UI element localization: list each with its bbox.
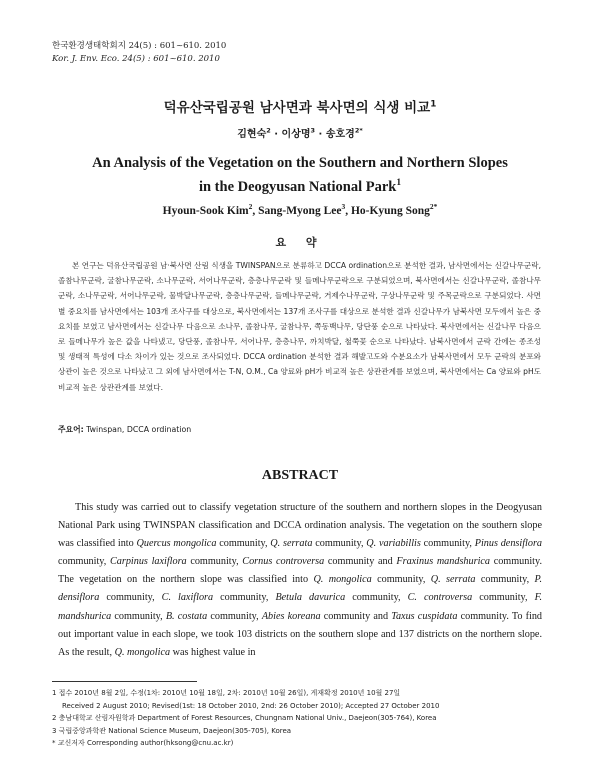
footnotes	[52, 687, 439, 750]
abstract-text: community,	[207, 610, 262, 622]
species-name: Fraxinus mandshurica	[396, 556, 491, 568]
footnote: * 교신저자 Corresponding author(hksong@cnu.ac.kr)	[52, 739, 234, 748]
footnote-divider	[52, 681, 197, 682]
species-name: Quercus mongolica	[136, 538, 217, 550]
english-author: Hyoun-Sook Kim	[162, 205, 249, 217]
keywords	[58, 424, 191, 435]
abstract-text: community,	[475, 574, 535, 586]
species-name: Carpinus laxiflora	[109, 556, 187, 568]
author-affiliation-mark: 2*	[429, 202, 438, 212]
korean-title-text: 덕유산국립공원 남사면과 북사면의 식생 비교	[163, 100, 431, 116]
korean-abstract-heading: 요 약	[275, 236, 325, 249]
korean-abstract: 본 연구는 덕유산국립공원 남·북사면 산림 식생을 TWINSPAN으로 분류하고 DCCA ordination으로 분석한 결과, 남사면에서는 신갈나무군락, 졸참나무군락, 굴참나무군락, 소나무군락, 서어나무군락, 층층나무군락 및 들메나무군락으로 구분되었으며, 북사면에서는 신갈나무군락, 졸참나무군락, 소나무군락, 서어나무군락, 물박달나무군락, 층층나무군락, 들메나무군락, 거제수나무군락, 구상나무군락 및 주목군락으로 구분되었다. 사면별 중요치를 남사면에서는 103개 조사구를 대상으로, 북사면에서는 137개 조사구를 대상으로 분석한 결과 신갈나무가 남북사면 모두에서 높은 중요치를 보였고 남사면에서는 신갈나무 다음으로 소나무, 졸참나무, 굴참나무, 쪽동백나무, 당단풍 순으로 나타났다. 북사면에서는 신갈나무 다음으로 들메나무가 높은 값을 나타냈고, 당단풍, 졸참나무, 서어나무, 층층나무, 까치박달, 철쭉꽃 순으로 나타났다. 남북사면에서 군락 간에는 종조성 및 생태적 특성에 다소 차이가 있는 것으로 조사되었다. DCCA ordination 분석한 결과 해발고도와 수분요소가 남북사면에서 모두 군락의 분포와 상관이 높은 것으로 나타났고 그 외에 남사면에서는 T-N, O.M., Ca 양료와 pH가 비교적 높은 상관관계를 보였으며, 북사면에서는 Ca 양료와 pH도 비교적 높은 상관관계를 보였다.	[58, 261, 541, 392]
keywords-value: Twinspan, DCCA ordination	[86, 425, 192, 434]
abstract-text: community,	[472, 592, 535, 604]
english-title-footnote-mark: 1	[396, 178, 402, 189]
abstract-text: community. The vegetation on the northern slope was classified into	[58, 556, 542, 586]
abstract-text: community,	[99, 592, 162, 604]
abstract-text: community,	[58, 556, 110, 568]
english-title-text: in the Deogyusan National Park	[198, 179, 397, 195]
species-name: Betula davurica	[275, 592, 346, 604]
species-name: Q. mongolica	[114, 646, 171, 658]
abstract-text: community,	[345, 592, 408, 604]
english-author: Sang-Myong Lee	[258, 205, 342, 217]
keywords-label: 주요어:	[58, 425, 84, 434]
abstract-text: community,	[312, 538, 367, 550]
author-affiliation-mark: 2	[266, 126, 271, 135]
species-name: Q. variabillis	[366, 538, 421, 550]
english-authors	[0, 202, 600, 217]
english-abstract	[58, 499, 542, 662]
abstract-text: community,	[420, 538, 475, 550]
species-name: Pinus densiflora	[474, 538, 543, 550]
footnote: 1 접수 2010년 8월 2일, 수정(1차: 2010년 10월 18일, 2차: 2010년 10월 26일), 게재확정 2010년 10월 27일	[52, 689, 401, 697]
abstract-text: was highest value in	[170, 646, 256, 658]
abstract-text: community,	[216, 538, 271, 550]
species-name: Q. mongolica	[313, 574, 372, 586]
species-name: Taxus cuspidata	[391, 610, 458, 622]
author-affiliation-mark: 2	[248, 202, 253, 212]
species-name: Q. serrata	[270, 538, 313, 550]
footnote: Received 2 August 2010; Revised(1st: 18 October 2010, 2nd: 26 October 2010); Accepted 27 October 2010	[62, 701, 440, 710]
abstract-text: community,	[371, 574, 431, 586]
species-name: F. mandshurica	[58, 592, 543, 622]
english-author: Ho-Kyung Song	[350, 205, 430, 217]
footnote: 2 충남대학교 산림자원학과 Department of Forest Resources, Chungnam National Univ., Daejeon(305-764), Korea	[52, 714, 437, 723]
english-title-line-2	[0, 175, 600, 199]
author-separator: ,	[252, 205, 259, 217]
author-affiliation-mark: 3	[341, 202, 346, 212]
author-affiliation-mark: 2*	[354, 126, 363, 135]
korean-title-footnote-mark: 1	[430, 99, 437, 110]
author-separator: ,	[345, 205, 351, 217]
abstract-heading: ABSTRACT	[261, 468, 339, 483]
abstract-text: community and	[324, 556, 397, 568]
species-name: C. laxiflora	[161, 592, 214, 604]
journal-header	[52, 40, 226, 66]
author-separator: ·	[318, 129, 323, 140]
species-name: Q. serrata	[430, 574, 476, 586]
abstract-text: community,	[111, 610, 166, 622]
korean-author: 이상명	[281, 129, 311, 140]
species-name: C. controversa	[407, 592, 473, 604]
species-name: Cornus controversa	[242, 556, 325, 568]
author-affiliation-mark: 3	[310, 126, 316, 135]
species-name: P. densiflora	[58, 574, 543, 604]
korean-author: 김현숙	[237, 129, 267, 140]
korean-title	[0, 96, 600, 116]
english-title	[0, 151, 600, 199]
species-name: B. costata	[165, 610, 208, 622]
author-separator: ·	[274, 129, 279, 140]
abstract-text: community,	[213, 592, 276, 604]
korean-authors	[0, 125, 600, 140]
korean-author: 송호경	[325, 129, 355, 140]
abstract-text: community. To find out important value in each slope, we took 103 districts on the southern slope and 137 districts on the northern slope. As the result,	[58, 610, 543, 658]
abstract-text: community and	[320, 610, 392, 622]
species-name: Abies koreana	[261, 610, 321, 622]
abstract-text: This study was carried out to classify vegetation structure of the southern and northern slopes in the Deogyusan National Park using TWINSPAN classification and DCCA ordination analysis. The vegetation on the southern slope was classified into	[58, 502, 542, 550]
journal-citation-english: Kor. J. Env. Eco. 24(5) : 601~610. 2010	[52, 54, 220, 64]
footnote: 3 국립중앙과학관 National Science Museum, Daejeon(305-705), Korea	[52, 726, 292, 735]
english-title-line: An Analysis of the Vegetation on the Southern and Northern Slopes	[92, 155, 508, 171]
abstract-text: community,	[186, 556, 243, 568]
journal-citation-korean: 한국환경생태학회지 24(5) : 601~610. 2010	[52, 41, 227, 51]
